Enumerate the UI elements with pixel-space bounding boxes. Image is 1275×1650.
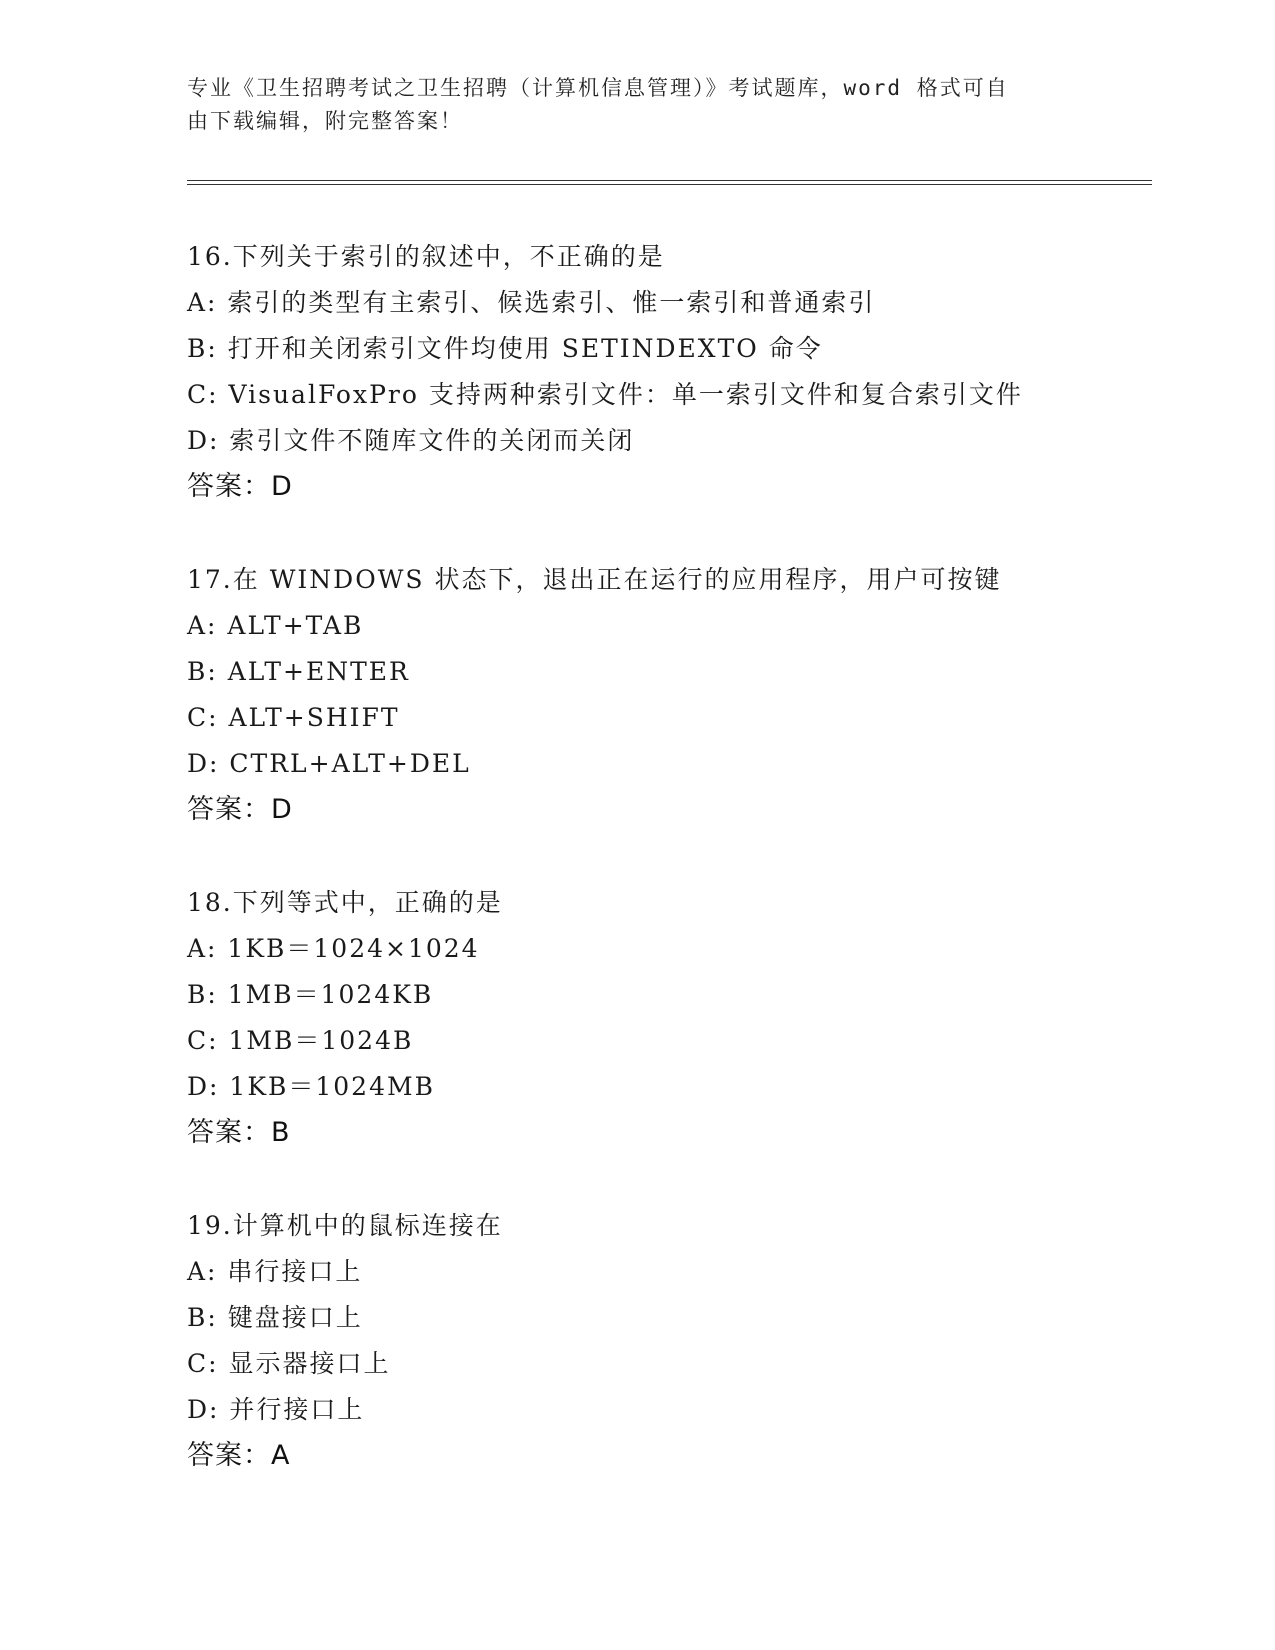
option-a: A: 串行接口上 (187, 1257, 363, 1286)
answer: 答案：A (187, 1440, 291, 1471)
intro-line-2: 由下载编辑，附完整答案！ (187, 109, 463, 133)
option-d: D: 并行接口上 (187, 1395, 365, 1424)
question-stem: 19.计算机中的鼠标连接在 (187, 1211, 503, 1240)
question-list (187, 234, 1147, 1526)
question-stem: 16.下列关于索引的叙述中，不正确的是 (187, 242, 665, 271)
option-a: A: 索引的类型有主索引、候选索引、惟一索引和普通索引 (187, 288, 876, 317)
option-d: D: 索引文件不随库文件的关闭而关闭 (187, 426, 635, 455)
option-d: D: 1KB＝1024MB (187, 1072, 435, 1101)
option-a: A: 1KB＝1024×1024 (187, 934, 480, 963)
answer: 答案：D (187, 471, 293, 502)
option-b: B: 打开和关闭索引文件均使用 SETINDEXTO 命令 (187, 334, 823, 363)
header-divider-top (187, 180, 1152, 181)
option-c: C: VisualFoxPro 支持两种索引文件：单一索引文件和复合索引文件 (187, 380, 1023, 409)
option-c: C: 1MB＝1024B (187, 1026, 414, 1055)
option-c: C: ALT+SHIFT (187, 703, 400, 732)
option-b: B: ALT+ENTER (187, 657, 410, 686)
option-b: B: 键盘接口上 (187, 1303, 363, 1332)
question-19 (187, 1203, 1147, 1479)
question-18 (187, 880, 1147, 1156)
document-intro (187, 72, 1067, 138)
question-stem: 18.下列等式中，正确的是 (187, 888, 503, 917)
question-stem: 17.在 WINDOWS 状态下，退出正在运行的应用程序，用户可按键 (187, 565, 1002, 594)
answer: 答案：B (187, 1117, 291, 1148)
answer: 答案：D (187, 794, 293, 825)
header-divider-bottom (187, 184, 1152, 185)
option-d: D: CTRL+ALT+DEL (187, 749, 471, 778)
intro-line-1: 专业《卫生招聘考试之卫生招聘（计算机信息管理）》考试题库，word 格式可自 (187, 76, 1009, 100)
option-c: C: 显示器接口上 (187, 1349, 391, 1378)
option-b: B: 1MB＝1024KB (187, 980, 434, 1009)
question-16 (187, 234, 1147, 510)
question-17 (187, 557, 1147, 833)
option-a: A: ALT+TAB (187, 611, 364, 640)
